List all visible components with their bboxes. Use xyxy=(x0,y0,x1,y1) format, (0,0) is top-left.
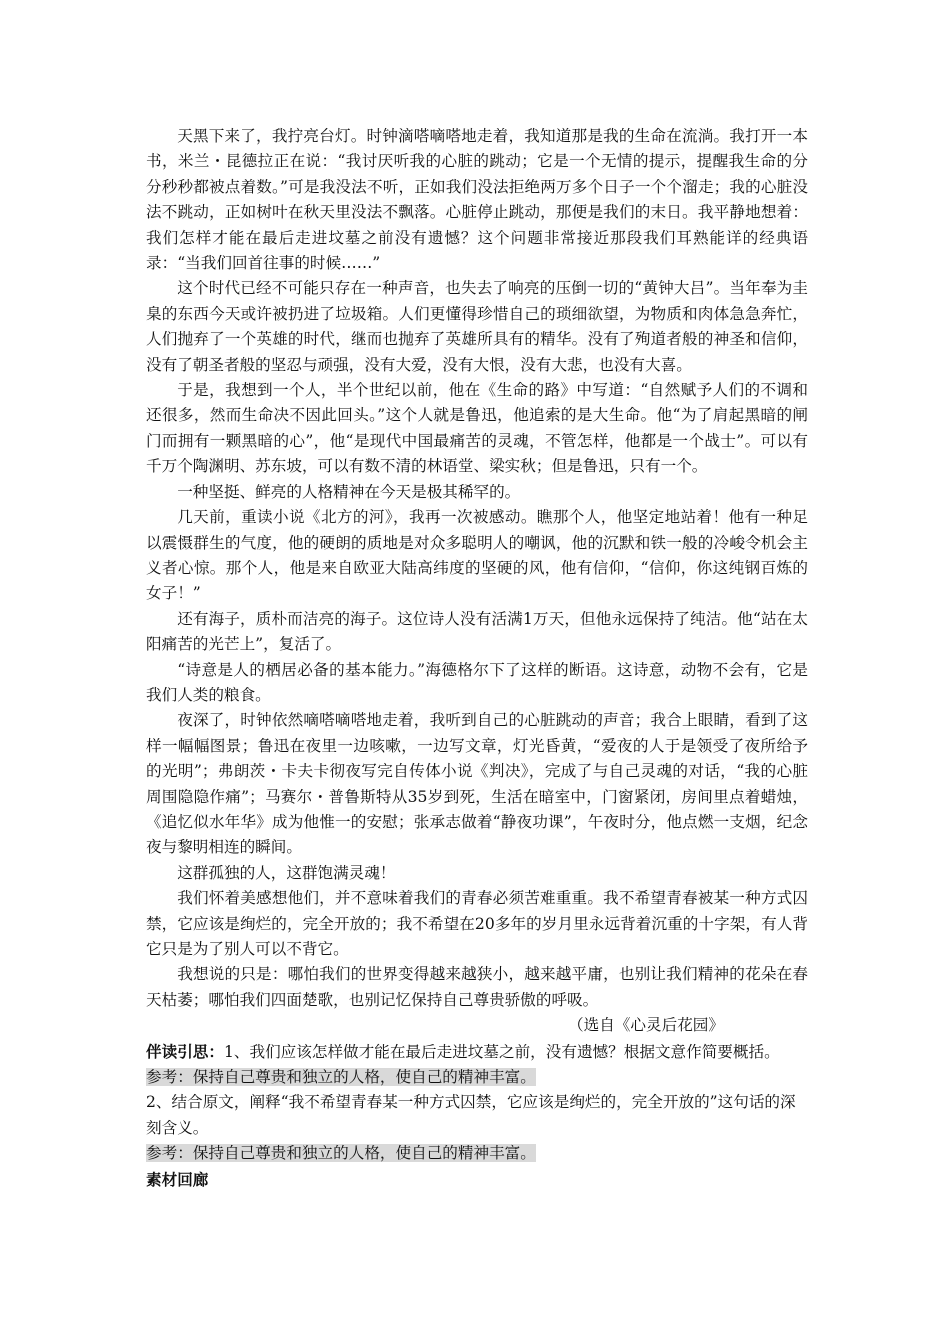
section-heading: 素材回廊 xyxy=(146,1169,209,1189)
answer-1-text: 参考：保持自己尊贵和独立的人格，使自己的精神丰富。 xyxy=(146,1068,536,1087)
answer-1 xyxy=(146,1065,808,1090)
article-paragraph-11: 我想说的只是：哪怕我们的世界变得越来越狭小，越来越平庸，也别让我们精神的花朵在春天枯萎；哪怕我们四面楚歌，也别记忆保持自己尊贵骄傲的呼吸。 xyxy=(146,965,808,1009)
answer-2 xyxy=(146,1141,808,1166)
answer-2-text: 参考：保持自己尊贵和独立的人格，使自己的精神丰富。 xyxy=(146,1144,536,1163)
article-paragraph-1: 天黑下来了，我拧亮台灯。时钟滴嗒嘀嗒地走着，我知道那是我的生命在流淌。我打开一本书，米兰・昆德拉正在说：“我讨厌听我的心脏的跳动；它是一个无情的提示，提醒我生命的分分秒秒都被点着数。”可是我没法不听，正如我们没法拒绝两万多个日子一个个溜走；我的心脏没法不跳动，正如树叶在秋天里没法不飘落。心脏停止跳动，那便是我们的末日。我平静地想着：我们怎样才能在最后走进坟墓之前没有遗憾？这个问题非常接近那段我们耳熟能详的经典语录：“当我们回首往事的时候……” xyxy=(146,127,808,273)
article-paragraph-6: 还有海子，质朴而洁亮的海子。这位诗人没有活满1万天，但他永远保持了纯洁。他“站在太阳痛苦的光芒上”，复活了。 xyxy=(146,609,808,654)
document-page xyxy=(146,124,808,1192)
article-paragraph-9: 这群孤独的人，这群饱满灵魂！ xyxy=(177,863,396,882)
article-paragraph-3: 于是，我想到一个人，半个世纪以前，他在《生命的路》中写道：“自然赋予人们的不调和还很多，然而生命决不因此回头。”这个人就是鲁迅，他追索的是大生命。他“为了肩起黑暗的闸门而拥有一颗黑暗的心”，他“是现代中国最痛苦的灵魂，不管怎样，他都是一个战士”。可以有千万个陶渊明、苏东坡，可以有数不清的林语堂、梁实秋；但是鲁迅，只有一个。 xyxy=(146,381,808,476)
article-source: （选自《心灵后花园》 xyxy=(568,1016,724,1035)
article-paragraph-5: 几天前，重读小说《北方的河》，我再一次被感动。瞧那个人，他坚定地站着！他有一种足以震慑群生的气度，他的硬朗的质地是对众多聪明人的嘲讽，他的沉默和铁一般的冷峻令机会主义者心惊。那个人，他是来自欧亚大陆高纬度的坚硬的风，他有信仰，“信仰，你这纯钢百炼的女子！” xyxy=(146,508,808,603)
question-1-text: 1、我们应该怎样做才能在最后走进坟墓之前，没有遗憾？根据文意作简要概括。 xyxy=(223,1042,780,1061)
article-paragraph-8: 夜深了，时钟依然嘀嗒嘀嗒地走着，我听到自己的心脏跳动的声音；我合上眼睛，看到了这样一幅幅图景；鲁迅在夜里一边咳嗽，一边写文章，灯光昏黄，“爱夜的人于是领受了夜所给予的光明”；弗朗茨・卡夫卡彻夜写完自传体小说《判决》，完成了与自己灵魂的对话，“我的心脏周围隐隐作痛”；马赛尔・普鲁斯特从35岁到死，生活在暗室中，门窗紧闭，房间里点着蜡烛，《追忆似水年华》成为他惟一的安慰；张承志做着“静夜功课”，午夜时分，他点燃一支烟，纪念夜与黎明相连的瞬间。 xyxy=(146,711,808,857)
question-2: 2、结合原文，阐释“我不希望青春某一种方式囚禁，它应该是绚烂的，完全开放的”这句话的深刻含义。 xyxy=(146,1093,796,1137)
article-paragraph-10: 我们怀着美感想他们，并不意味着我们的青春必须苦难重重。我不希望青春被某一种方式囚禁，它应该是绚烂的，完全开放的；我不希望在20多年的岁月里永远背着沉重的十字架，有人背它只是为了别人可以不背它。 xyxy=(146,889,808,958)
question-1 xyxy=(146,1039,808,1065)
article-paragraph-2: 这个时代已经不可能只存在一种声音，也失去了响亮的压倒一切的“黄钟大吕”。当年奉为圭臬的东西今天或许被扔进了垃圾箱。人们更懂得珍惜自己的琐细欲望，为物质和肉体急急奔忙，人们抛弃了一个英雄的时代，继而也抛弃了英雄所具有的精华。没有了殉道者般的神圣和信仰，没有了朝圣者般的坚忍与顽强，没有大爱，没有大恨，没有大悲，也没有大喜。 xyxy=(146,279,808,374)
article-paragraph-7: “诗意是人的栖居必备的基本能力。”海德格尔下了这样的断语。这诗意，动物不会有，它是我们人类的粮食。 xyxy=(146,660,808,704)
question-label: 伴读引思： xyxy=(146,1041,224,1061)
article-paragraph-4: 一种坚挺、鲜亮的人格精神在今天是极其稀罕的。 xyxy=(177,482,521,501)
